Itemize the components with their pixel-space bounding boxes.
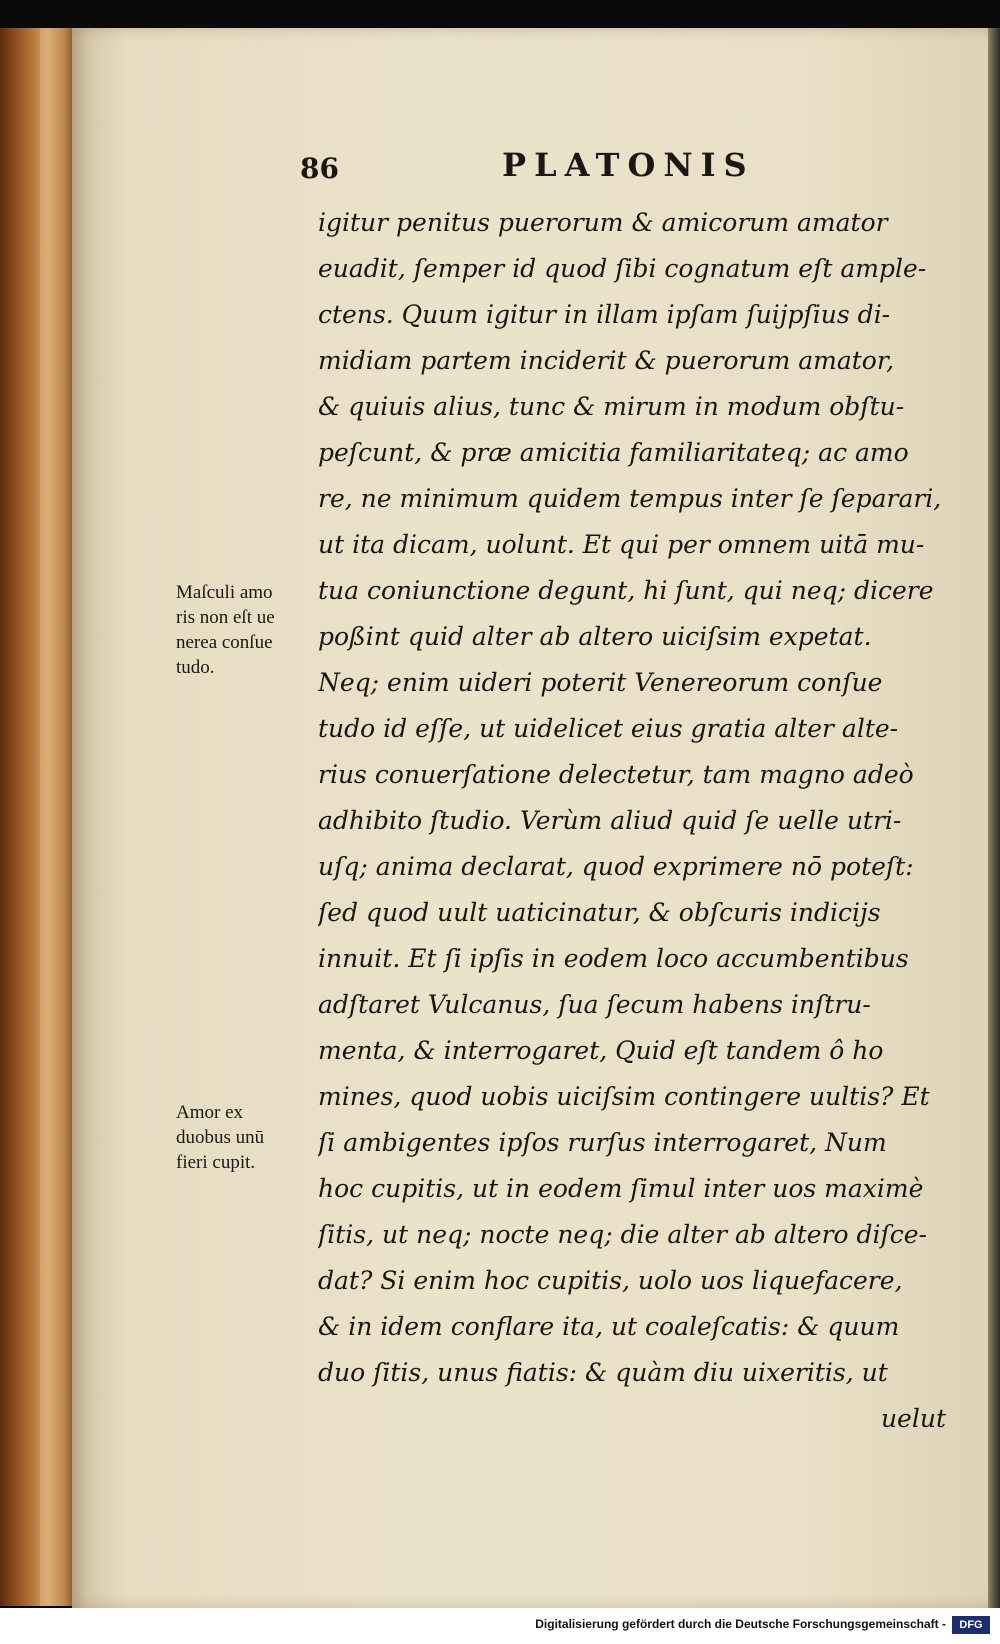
text-line: ſitis, ut neq; nocte neq; die alter ab altero diſce- (318, 1220, 928, 1249)
text-line: tudo id eſſe, ut uidelicet eius gratia alter alte- (318, 714, 899, 743)
digitization-footer (0, 1608, 1000, 1644)
text-line: ut ita dicam, uolunt. Et qui per omnem uitā mu- (318, 530, 925, 559)
text-line: hoc cupitis, ut in eodem ſimul inter uos maximè (318, 1174, 924, 1203)
marginal-note (176, 1100, 316, 1175)
page-right-edge (988, 28, 1000, 1608)
text-line: & quiuis alius, tunc & mirum in modum obſtu- (318, 392, 905, 421)
running-title: PLATONIS (502, 146, 755, 184)
text-line: mines, quod uobis uiciſsim contingere uultis? Et (318, 1082, 930, 1111)
text-line: ctens. Quum igitur in illam ipſam ſuijpſius di- (318, 300, 891, 329)
text-line: tua coniunctione degunt, hi ſunt, qui neq; dicere (318, 576, 934, 605)
text-line: ſi ambigentes ipſos rurſus interrogaret, Num (318, 1128, 887, 1157)
funding-credit: Digitalisierung gefördert durch die Deutsche Forschungsgemeinschaft - (535, 1617, 946, 1631)
page-number: 86 (300, 152, 339, 185)
marginal-note-line: ris non eſt ue (176, 607, 275, 628)
text-line: peſcunt, & præ amicitia familiaritateq; ac amo (318, 438, 909, 467)
text-line: ſed quod uult uaticinatur, & obſcuris indicijs (318, 898, 881, 927)
marginal-note-line: duobus unū (176, 1127, 265, 1148)
text-line: midiam partem inciderit & puerorum amator, (318, 346, 895, 375)
text-line: rius conuerſatione delectetur, tam magno adeò (318, 760, 914, 789)
text-line: adhibito ſtudio. Verùm aliud quid ſe uelle utri- (318, 806, 902, 835)
page-header (72, 146, 992, 196)
text-line: dat? Si enim hoc cupitis, uolo uos liquefacere, (318, 1266, 903, 1295)
text-line: uſq; anima declarat, quod exprimere nō poteſt: (318, 852, 914, 881)
marginal-note-line: nerea conſue (176, 632, 273, 653)
text-line: igitur penitus puerorum & amicorum amator (318, 208, 888, 237)
text-line: & in idem conflare ita, ut coaleſcatis: & quum (318, 1312, 900, 1341)
catchword: uelut (880, 1404, 946, 1433)
page-stack-edge (40, 28, 72, 1606)
text-line: poßint quid alter ab altero uiciſsim expetat. (318, 622, 872, 651)
marginal-note (176, 580, 316, 680)
marginal-note-line: tudo. (176, 657, 215, 678)
text-line: re, ne minimum quidem tempus inter ſe ſeparari, (318, 484, 942, 513)
text-line: innuit. Et ſi ipſis in eodem loco accumbentibus (318, 944, 909, 973)
text-line: euadit, ſemper id quod ſibi cognatum eſt ample- (318, 254, 927, 283)
text-line: duo ſitis, unus fiatis: & quàm diu uixeritis, ut (318, 1358, 888, 1387)
text-line: adſtaret Vulcanus, ſua ſecum habens inſtru- (318, 990, 871, 1019)
main-text-block (318, 200, 946, 1442)
text-line: Neq; enim uideri poterit Venereorum conſue (318, 668, 883, 697)
book-page (72, 28, 992, 1608)
marginal-note-line: Maſculi amo (176, 582, 273, 603)
dfg-logo: DFG (952, 1616, 990, 1634)
marginal-note-line: fieri cupit. (176, 1152, 256, 1173)
text-line: menta, & interrogaret, Quid eſt tandem ô ho (318, 1036, 884, 1065)
marginal-note-line: Amor ex (176, 1102, 244, 1123)
